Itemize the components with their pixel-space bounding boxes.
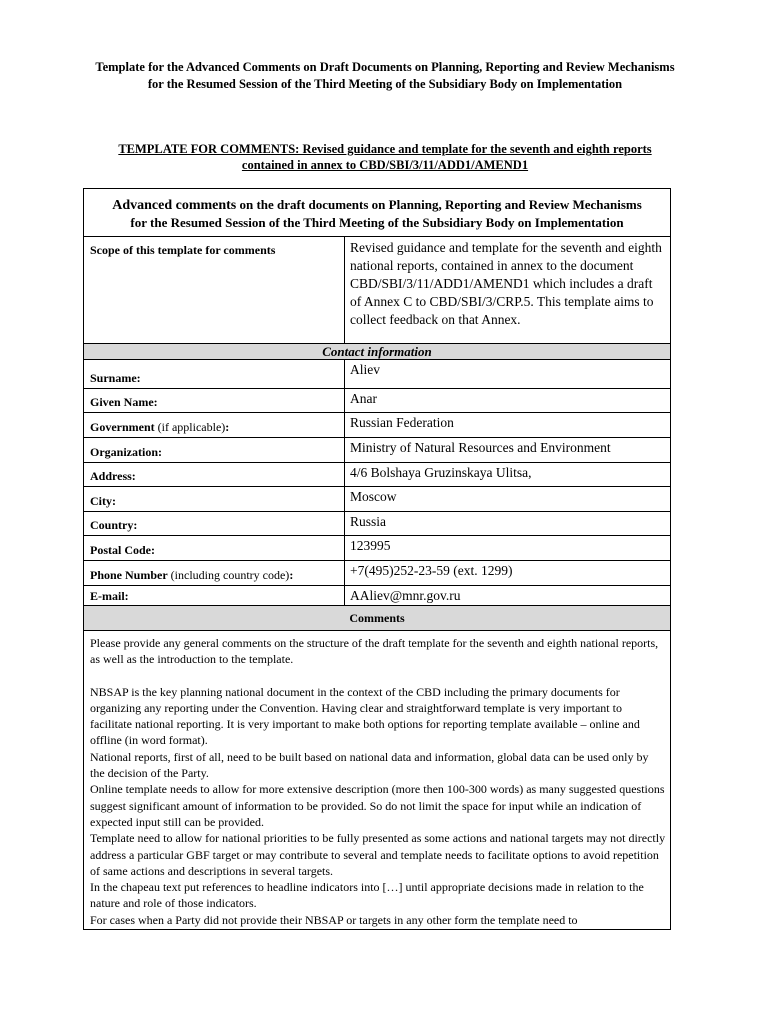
row-address	[84, 463, 670, 487]
row-given-name	[84, 389, 670, 413]
document-subtitle: TEMPLATE FOR COMMENTS: Revised guidance and template for the seventh and eighth reports contained in annex to CBD/SBI/3/11/ADD1/AMEND1	[118, 142, 652, 172]
city-label: City:	[90, 494, 116, 508]
row-organization	[84, 438, 670, 463]
given-name-label: Given Name:	[90, 395, 158, 409]
email-value[interactable]: AAliev@mnr.gov.ru	[350, 588, 461, 603]
comments-body[interactable]	[90, 635, 666, 928]
country-label: Country:	[90, 518, 138, 532]
comment-paragraph: Online template needs to allow for more extensive description (more then 100-300 words) as many suggested questions suggest significant amount of information to be provided. So do not limit the space for input while an indication of expected input still can be provided.	[90, 782, 665, 829]
comment-paragraph: In the chapeau text put references to headline indicators into […] until appropriate decisions made in relation to the nature and role of those indicators.	[90, 880, 644, 911]
government-label: Government	[90, 420, 155, 434]
row-surname	[84, 360, 670, 389]
row-phone	[84, 561, 670, 586]
scope-text: Revised guidance and template for the seventh and eighth national reports, contained in annex to the document CBD/SBI/3/11/ADD1/AMEND1 which includes a draft of Annex C to CBD/SBI/3/CRP.5. This template aims to collect feedback on that Annex.	[350, 240, 662, 327]
postal-value[interactable]: 123995	[350, 538, 391, 553]
row-country	[84, 512, 670, 536]
contact-heading: Contact information	[84, 343, 670, 360]
surname-value[interactable]: Aliev	[350, 362, 380, 377]
document-title: Template for the Advanced Comments on Draft Documents on Planning, Reporting and Review Mechanisms for the Resumed Session of the Third Meeting of the Subsidiary Body on Implementation	[95, 60, 675, 91]
comments-heading: Comments	[84, 605, 670, 631]
given-name-value[interactable]: Anar	[350, 391, 377, 406]
comment-paragraph: NBSAP is the key planning national document in the context of the CBD including the primary documents for organizing any reporting under the Convention. Having clear and straightforward template is very important to facilitate national reporting. It is very important to make both options for reporting template available – online and offline (in word format).	[90, 684, 640, 748]
comment-form-table	[83, 188, 671, 930]
organization-value[interactable]: Ministry of Natural Resources and Environment	[350, 440, 611, 455]
government-note: (if applicable)	[154, 420, 226, 434]
government-value[interactable]: Russian Federation	[350, 415, 454, 430]
form-header-line1: on the draft documents on Planning, Reporting and Review Mechanisms	[236, 197, 642, 212]
comments-prompt: Please provide any general comments on the structure of the draft template for the seventh and eighth national reports, as well as the introduction to the template.	[90, 636, 659, 667]
row-city	[84, 487, 670, 512]
form-header	[84, 189, 670, 237]
phone-value[interactable]: +7(495)252-23-59 (ext. 1299)	[350, 563, 513, 578]
row-email	[84, 586, 670, 605]
scope-divider	[344, 237, 345, 343]
form-header-lead: Advanced comments	[112, 198, 237, 213]
comment-paragraph: Template need to allow for national priorities to be fully presented as some actions and national targets may not directly address a particular GBF target or may contribute to several and template needs to facilitate options to avoid repetition of same actions and descriptions in several targets.	[90, 831, 666, 878]
address-label: Address:	[90, 469, 136, 483]
comment-paragraph: National reports, first of all, need to be built based on national data and information, global data can be used only by the decision of the Party.	[90, 749, 649, 781]
form-header-line2: for the Resumed Session of the Third Meeting of the Subsidiary Body on Implementation	[130, 215, 624, 230]
phone-label: Phone Number	[90, 568, 168, 582]
row-government	[84, 413, 670, 438]
organization-label: Organization:	[90, 445, 162, 459]
comment-paragraph: For cases when a Party did not provide their NBSAP or targets in any other form the template need to	[90, 912, 578, 927]
row-postal-code	[84, 536, 670, 561]
surname-label: Surname:	[90, 371, 141, 385]
address-value[interactable]: 4/6 Bolshaya Gruzinskaya Ulitsa,	[350, 465, 532, 480]
city-value[interactable]: Moscow	[350, 489, 397, 504]
scope-label: Scope of this template for comments	[90, 243, 276, 257]
country-value[interactable]: Russia	[350, 514, 387, 529]
government-colon: :	[225, 420, 230, 434]
phone-colon: :	[289, 568, 294, 582]
phone-note: (including country code)	[167, 568, 290, 582]
postal-label: Postal Code:	[90, 543, 155, 557]
email-label: E-mail:	[90, 589, 129, 603]
